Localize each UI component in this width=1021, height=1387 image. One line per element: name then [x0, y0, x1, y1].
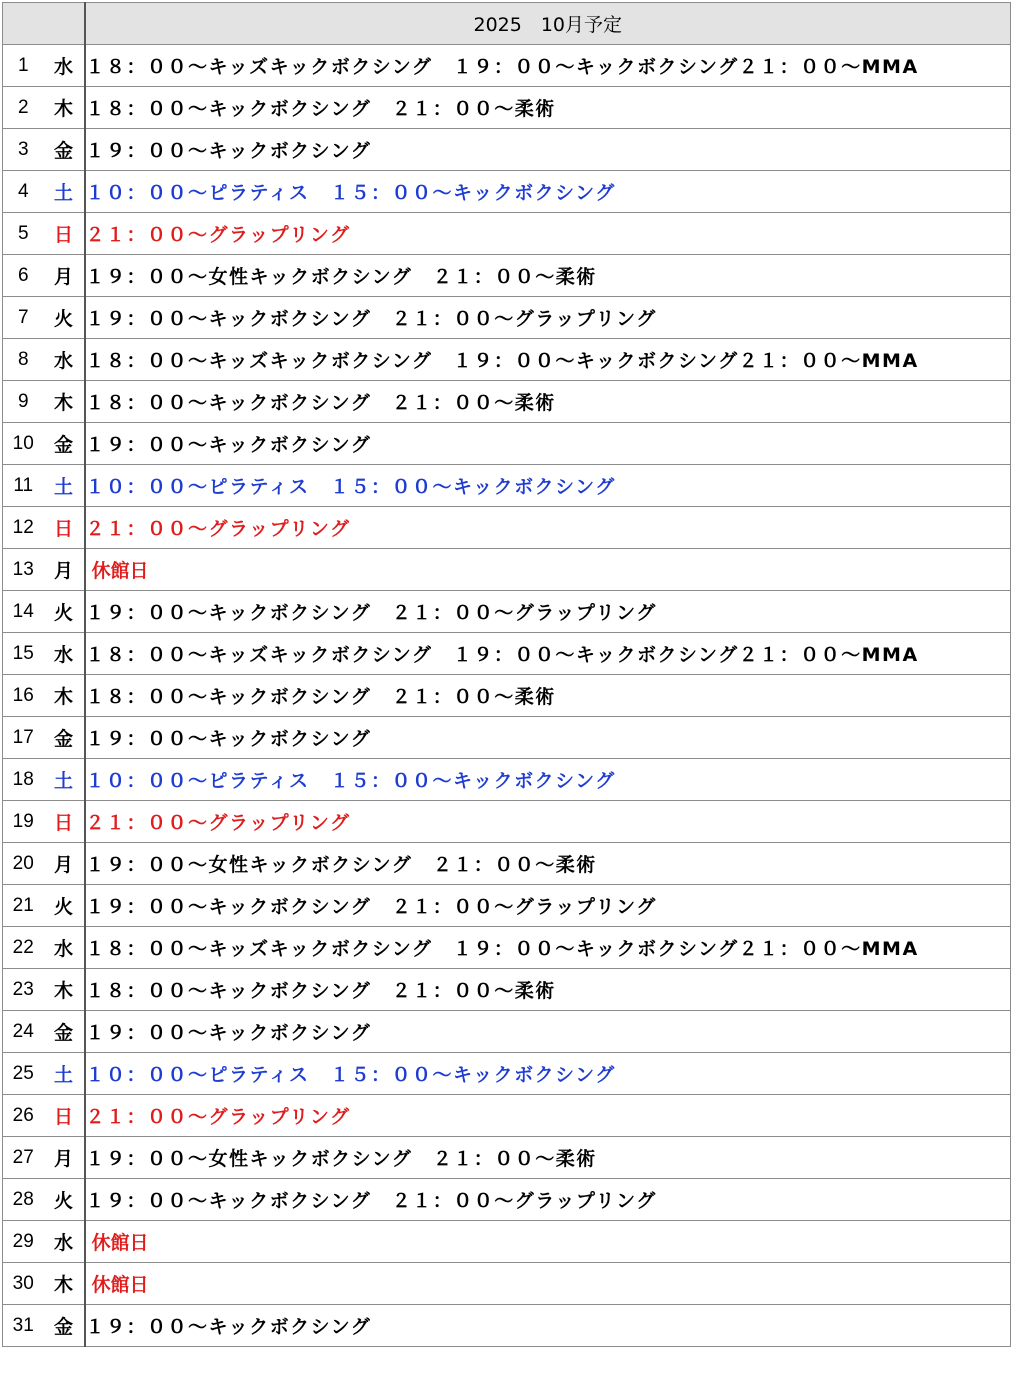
schedule-row: [3, 507, 1011, 549]
day-number: 19: [3, 801, 44, 843]
class-schedule: １８：００～キックボクシング ２１：００～柔術: [85, 87, 1011, 129]
day-of-week: 木: [44, 969, 85, 1011]
schedule-table: [2, 2, 1011, 1347]
day-number: 14: [3, 591, 44, 633]
class-schedule: １８：００～キッズキックボクシング １９：００～キックボクシング２１：００～MMA: [85, 45, 1011, 87]
day-number: 21: [3, 885, 44, 927]
day-number: 23: [3, 969, 44, 1011]
class-schedule: １９：００～女性キックボクシング ２１：００～柔術: [85, 843, 1011, 885]
day-number: 28: [3, 1179, 44, 1221]
schedule-row: [3, 927, 1011, 969]
class-schedule: １９：００～キックボクシング ２１：００～グラップリング: [85, 297, 1011, 339]
schedule-row: [3, 339, 1011, 381]
class-schedule: ２１：００～グラップリング: [85, 1095, 1011, 1137]
day-of-week: 金: [44, 1305, 85, 1347]
day-of-week: 火: [44, 297, 85, 339]
schedule-row: [3, 1221, 1011, 1263]
closed-day-label: 休館日: [85, 1263, 1011, 1305]
schedule-row: [3, 1137, 1011, 1179]
day-of-week: 火: [44, 591, 85, 633]
day-number: 20: [3, 843, 44, 885]
day-number: 16: [3, 675, 44, 717]
day-number: 29: [3, 1221, 44, 1263]
day-of-week: 火: [44, 1179, 85, 1221]
schedule-row: [3, 1053, 1011, 1095]
day-of-week: 金: [44, 129, 85, 171]
header-title: 2025 10月予定: [85, 3, 1011, 45]
schedule-row: [3, 717, 1011, 759]
day-number: 30: [3, 1263, 44, 1305]
class-schedule: １０：００～ピラティス １５：００～キックボクシング: [85, 465, 1011, 507]
header-row: [3, 3, 1011, 45]
schedule-row: [3, 1095, 1011, 1137]
day-of-week: 木: [44, 381, 85, 423]
day-number: 17: [3, 717, 44, 759]
class-schedule: １９：００～キックボクシング: [85, 1305, 1011, 1347]
day-number: 12: [3, 507, 44, 549]
schedule-row: [3, 1179, 1011, 1221]
day-number: 22: [3, 927, 44, 969]
day-of-week: 木: [44, 675, 85, 717]
class-schedule: １９：００～キックボクシング ２１：００～グラップリング: [85, 885, 1011, 927]
day-number: 31: [3, 1305, 44, 1347]
day-of-week: 月: [44, 1137, 85, 1179]
schedule-row: [3, 213, 1011, 255]
day-number: 7: [3, 297, 44, 339]
day-of-week: 日: [44, 507, 85, 549]
day-number: 25: [3, 1053, 44, 1095]
schedule-row: [3, 1305, 1011, 1347]
class-schedule: １０：００～ピラティス １５：００～キックボクシング: [85, 171, 1011, 213]
schedule-row: [3, 675, 1011, 717]
day-number: 9: [3, 381, 44, 423]
day-of-week: 月: [44, 549, 85, 591]
class-schedule: １８：００～キッズキックボクシング １９：００～キックボクシング２１：００～MMA: [85, 927, 1011, 969]
schedule-row: [3, 633, 1011, 675]
day-of-week: 水: [44, 1221, 85, 1263]
class-schedule: １８：００～キッズキックボクシング １９：００～キックボクシング２１：００～MMA: [85, 339, 1011, 381]
class-schedule: ２１：００～グラップリング: [85, 213, 1011, 255]
day-of-week: 火: [44, 885, 85, 927]
schedule-row: [3, 549, 1011, 591]
schedule-row: [3, 465, 1011, 507]
day-number: 4: [3, 171, 44, 213]
day-of-week: 水: [44, 45, 85, 87]
schedule-row: [3, 255, 1011, 297]
closed-day-label: 休館日: [85, 1221, 1011, 1263]
schedule-row: [3, 801, 1011, 843]
day-number: 26: [3, 1095, 44, 1137]
day-number: 5: [3, 213, 44, 255]
day-of-week: 日: [44, 213, 85, 255]
closed-day-label: 休館日: [85, 549, 1011, 591]
class-schedule: １０：００～ピラティス １５：００～キックボクシング: [85, 759, 1011, 801]
day-number: 8: [3, 339, 44, 381]
schedule-row: [3, 171, 1011, 213]
class-schedule: １０：００～ピラティス １５：００～キックボクシング: [85, 1053, 1011, 1095]
day-number: 2: [3, 87, 44, 129]
day-number: 1: [3, 45, 44, 87]
day-of-week: 水: [44, 927, 85, 969]
schedule-row: [3, 423, 1011, 465]
day-number: 10: [3, 423, 44, 465]
class-schedule: １９：００～キックボクシング ２１：００～グラップリング: [85, 1179, 1011, 1221]
class-schedule: １９：００～キックボクシング ２１：００～グラップリング: [85, 591, 1011, 633]
schedule-row: [3, 129, 1011, 171]
day-number: 13: [3, 549, 44, 591]
class-schedule: １９：００～キックボクシング: [85, 717, 1011, 759]
day-number: 18: [3, 759, 44, 801]
day-number: 11: [3, 465, 44, 507]
day-of-week: 水: [44, 339, 85, 381]
schedule-row: [3, 87, 1011, 129]
day-of-week: 土: [44, 171, 85, 213]
day-of-week: 金: [44, 717, 85, 759]
class-schedule: １８：００～キッズキックボクシング １９：００～キックボクシング２１：００～MMA: [85, 633, 1011, 675]
day-number: 6: [3, 255, 44, 297]
schedule-row: [3, 885, 1011, 927]
day-number: 27: [3, 1137, 44, 1179]
schedule-row: [3, 591, 1011, 633]
day-of-week: 金: [44, 1011, 85, 1053]
day-of-week: 土: [44, 759, 85, 801]
schedule-row: [3, 969, 1011, 1011]
day-of-week: 木: [44, 1263, 85, 1305]
schedule-row: [3, 45, 1011, 87]
schedule-row: [3, 297, 1011, 339]
day-of-week: 木: [44, 87, 85, 129]
class-schedule: １９：００～キックボクシング: [85, 423, 1011, 465]
day-of-week: 土: [44, 465, 85, 507]
schedule-row: [3, 1011, 1011, 1053]
day-of-week: 日: [44, 801, 85, 843]
class-schedule: １８：００～キックボクシング ２１：００～柔術: [85, 381, 1011, 423]
header-day-cell: [3, 3, 44, 45]
class-schedule: ２１：００～グラップリング: [85, 801, 1011, 843]
class-schedule: １８：００～キックボクシング ２１：００～柔術: [85, 675, 1011, 717]
day-of-week: 日: [44, 1095, 85, 1137]
day-number: 24: [3, 1011, 44, 1053]
schedule-row: [3, 759, 1011, 801]
schedule-body: [3, 45, 1011, 1347]
class-schedule: １９：００～キックボクシング: [85, 1011, 1011, 1053]
day-of-week: 金: [44, 423, 85, 465]
schedule-row: [3, 381, 1011, 423]
header-dow-cell: [44, 3, 85, 45]
class-schedule: ２１：００～グラップリング: [85, 507, 1011, 549]
day-of-week: 土: [44, 1053, 85, 1095]
schedule-row: [3, 1263, 1011, 1305]
schedule-row: [3, 843, 1011, 885]
day-number: 3: [3, 129, 44, 171]
day-number: 15: [3, 633, 44, 675]
class-schedule: １９：００～女性キックボクシング ２１：００～柔術: [85, 1137, 1011, 1179]
class-schedule: １９：００～女性キックボクシング ２１：００～柔術: [85, 255, 1011, 297]
day-of-week: 水: [44, 633, 85, 675]
class-schedule: １８：００～キックボクシング ２１：００～柔術: [85, 969, 1011, 1011]
day-of-week: 月: [44, 843, 85, 885]
day-of-week: 月: [44, 255, 85, 297]
class-schedule: １９：００～キックボクシング: [85, 129, 1011, 171]
